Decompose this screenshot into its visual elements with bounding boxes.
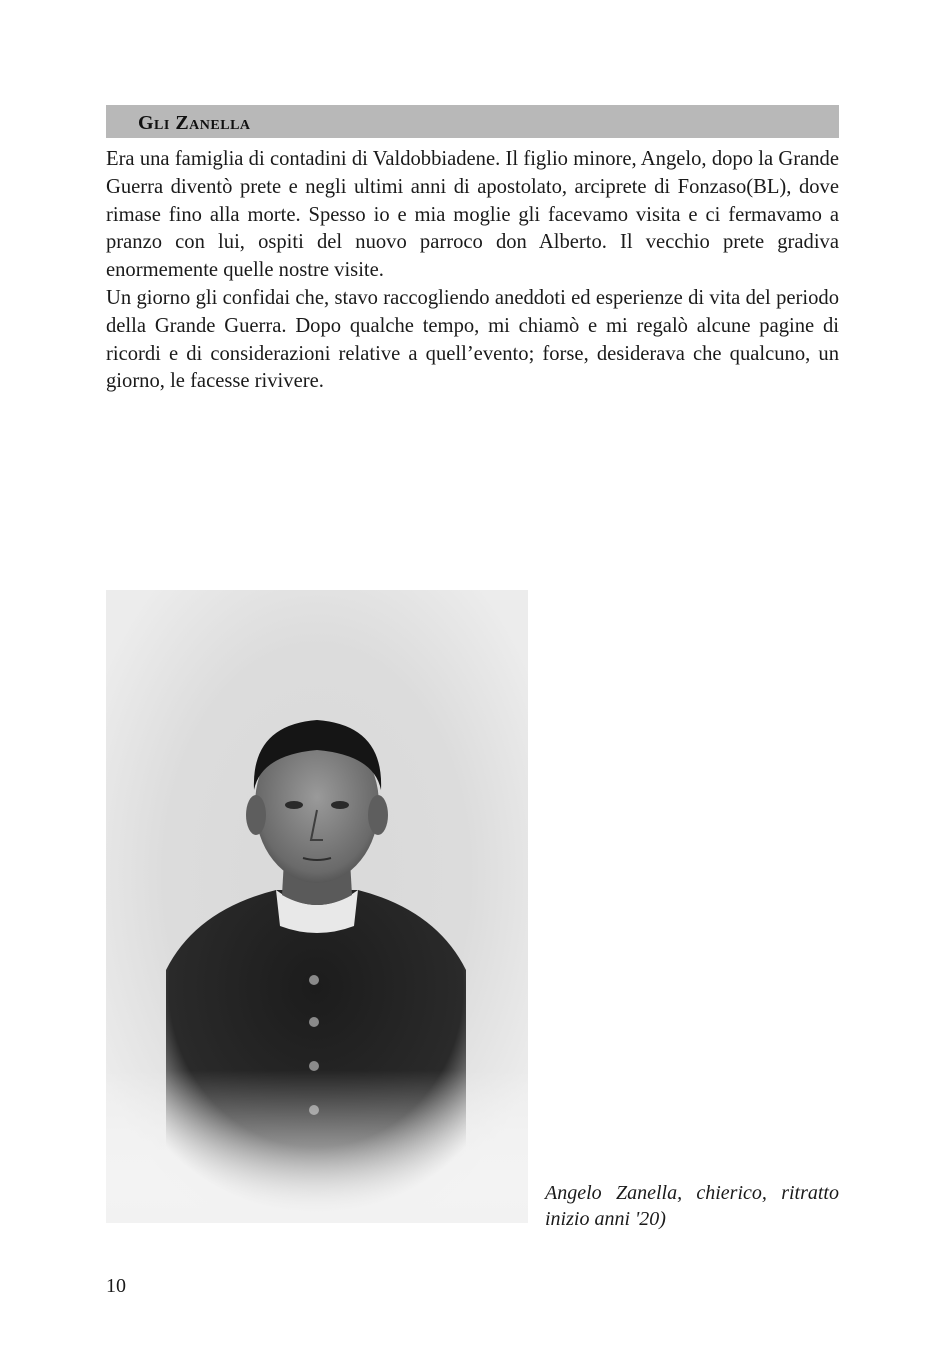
paragraph-2: Un giorno gli confidai che, stavo raccogliendo aneddoti ed esperienze di vita del periodo della Grande Guerra. Dopo qualche tempo, mi chiamò e mi regalò alcune pagine di ricordi e di considerazioni relative a quell’evento; forse, desiderava che qualcuno, un giorno, le facesse rivivere. [106, 286, 839, 393]
paragraph-1: Era una famiglia di contadini di Valdobbiadene. Il figlio minore, Angelo, dopo la Grande Guerra diventò prete e negli ultimi anni di apostolato, arciprete di Fonzaso(BL), dove rimase fino alla morte. Spesso io e mia moglie gli facevamo visita e ci fermavamo a pranzo con lui, ospiti del nuovo parroco don Alberto. Il vecchio prete gradiva enormemente quelle nostre visite. [106, 148, 839, 282]
body-text [106, 146, 839, 396]
section-title: Gli Zanella [138, 112, 251, 134]
section-header-bar [106, 105, 839, 138]
portrait-photo [106, 590, 528, 1223]
page-number: 10 [106, 1275, 126, 1297]
photo-caption: Angelo Zanella, chierico, ritratto inizio anni '20) [545, 1182, 839, 1230]
